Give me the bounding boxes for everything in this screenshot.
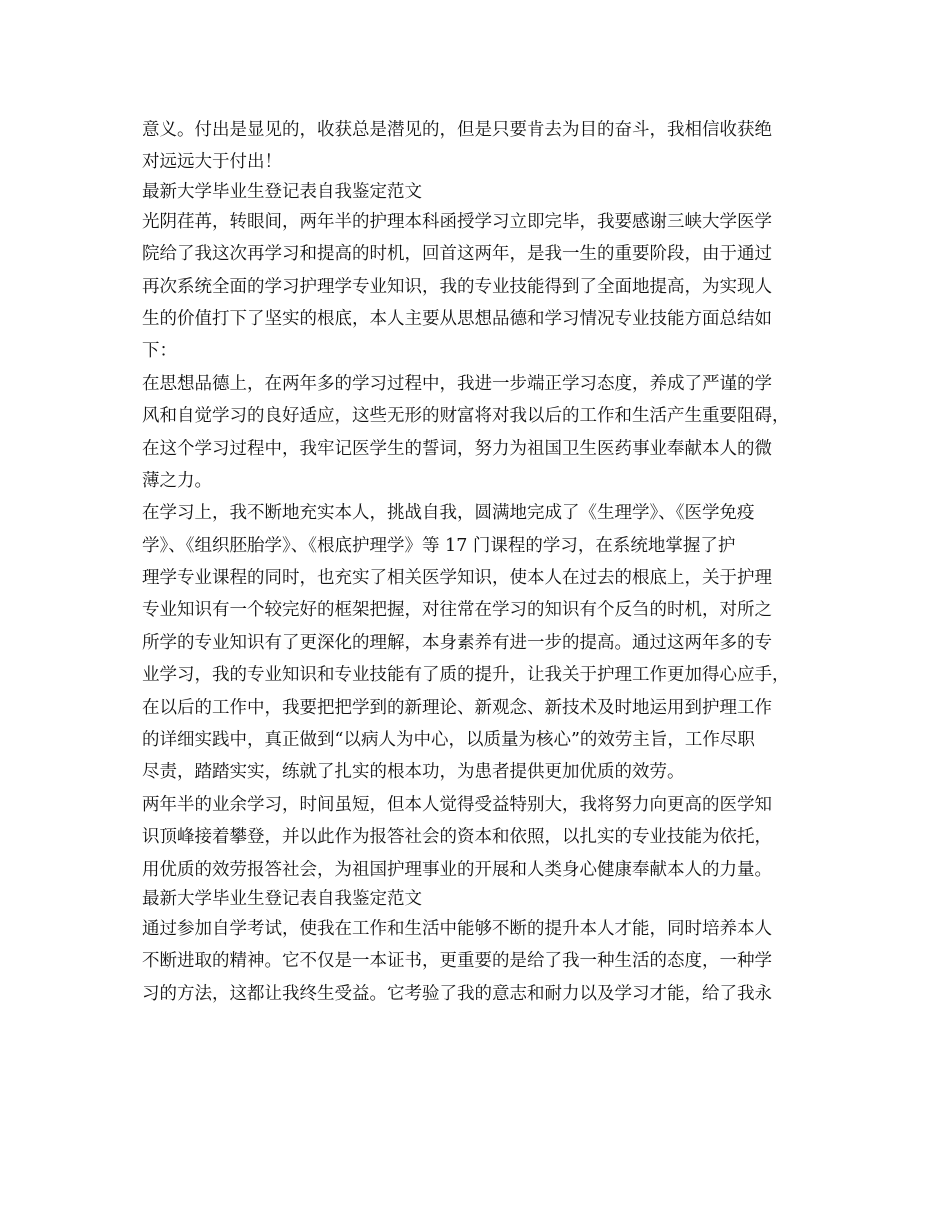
section-heading: 最新大学毕业生登记表自我鉴定范文 — [142, 181, 422, 202]
text-line: 在学习上，我不断地充实本人，挑战自我，圆满地完成了《生理学》、《医学免疫 — [142, 503, 755, 524]
text-line: 用优质的效劳报答社会，为祖国护理事业的开展和人类身心健康奉献本人的力量。 — [142, 859, 772, 880]
text-line: 对远远大于付出！ — [142, 152, 282, 173]
text-line: 习的方法，这都让我终生受益。它考验了我的意志和耐力以及学习才能，给了我永 — [142, 983, 772, 1004]
text-line: 生的价值打下了坚实的根底，本人主要从思想品德和学习情况专业技能方面总结如 — [142, 308, 772, 329]
text-line: 理学专业课程的同时，也充实了相关医学知识，使本人在过去的根底上，关于护理 — [142, 568, 772, 589]
text-line: 业学习，我的专业知识和专业技能有了质的提升，让我关于护理工作更加得心应手， — [142, 665, 790, 686]
text-line: 不断进取的精神。它不仅是一本证书，更重要的是给了我一种生活的态度，一种学 — [142, 951, 772, 972]
text-line: 风和自觉学习的良好适应，这些无形的财富将对我以后的工作和生活产生重要阻碍， — [142, 406, 790, 427]
section-heading: 最新大学毕业生登记表自我鉴定范文 — [142, 888, 422, 909]
text-line: 意义。付出是显见的，收获总是潜见的，但是只要肯去为目的奋斗，我相信收获绝 — [142, 120, 772, 140]
text-line: 通过参加自学考试，使我在工作和生活中能够不断的提升本人才能，同时培养本人 — [142, 918, 772, 939]
text-line: 在思想品德上，在两年多的学习过程中，我进一步端正学习态度，养成了严谨的学 — [142, 373, 772, 394]
text-line: 院给了我这次再学习和提高的时机，回首这两年，是我一生的重要阶段，由于通过 — [142, 244, 772, 265]
text-line: 的详细实践中，真正做到“以病人为中心，以质量为核心”的效劳主旨，工作尽职 — [142, 730, 755, 751]
text-line: 再次系统全面的学习护理学专业知识，我的专业技能得到了全面地提高，为实现人 — [142, 276, 772, 297]
text-line: 光阴荏苒，转眼间，两年半的护理本科函授学习立即完毕，我要感谢三峡大学医学 — [142, 211, 772, 232]
text-line: 专业知识有一个较完好的框架把握，对往常在学习的知识有个反刍的时机，对所之 — [142, 600, 772, 621]
text-line: 学》、《组织胚胎学》、《根底护理学》等 17 门课程的学习，在系统地掌握了护 — [142, 535, 736, 556]
text-line: 尽责，踏踏实实，练就了扎实的根本功，为患者提供更加优质的效劳。 — [142, 762, 685, 783]
text-line: 所学的专业知识有了更深化的理解，本身素养有进一步的提高。通过这两年多的专 — [142, 632, 772, 653]
text-line: 在以后的工作中，我要把把学到的新理论、新观念、新技术及时地运用到护理工作 — [142, 697, 772, 718]
text-line: 两年半的业余学习，时间虽短，但本人觉得受益特别大，我将努力向更高的医学知 — [142, 794, 772, 815]
text-line: 在这个学习过程中，我牢记医学生的誓词，努力为祖国卫生医药事业奉献本人的微 — [142, 438, 772, 459]
text-line: 识顶峰接着攀登，并以此作为报答社会的资本和依照，以扎实的专业技能为依托， — [142, 827, 772, 848]
text-line: 下： — [142, 341, 177, 362]
text-line: 薄之力。 — [142, 470, 212, 491]
document-body — [142, 114, 812, 1010]
